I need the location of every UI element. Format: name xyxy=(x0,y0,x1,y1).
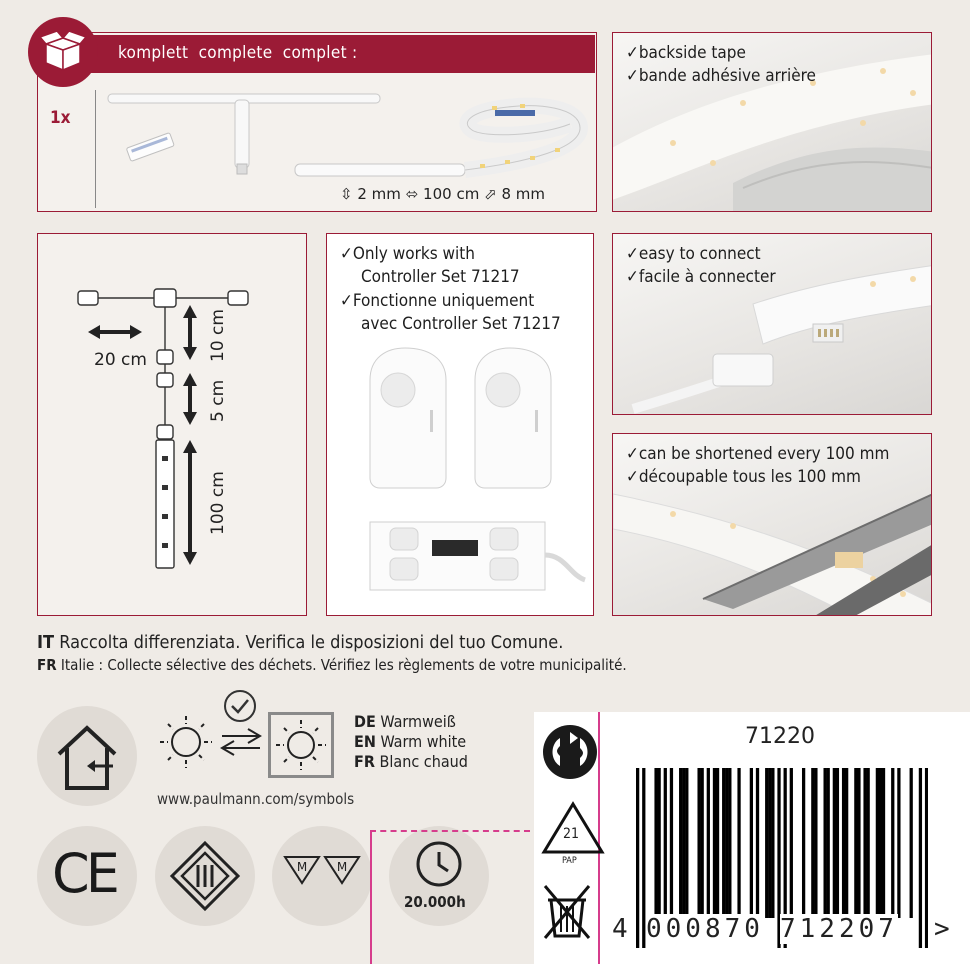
notice-it-code: IT xyxy=(37,632,55,653)
barcode-bar xyxy=(682,768,685,918)
barcode-bar xyxy=(814,768,817,918)
barcode-bar xyxy=(737,768,740,918)
barcode-bar xyxy=(891,768,894,918)
barcode-bar xyxy=(685,768,688,918)
fr-label: Blanc chaud xyxy=(379,752,468,771)
tape-feature-1: ✓backside tape xyxy=(626,43,746,63)
barcode-bar xyxy=(750,768,753,918)
barcode-bar xyxy=(842,768,845,918)
layout-diagram xyxy=(70,280,270,580)
barcode-bar xyxy=(863,768,866,918)
contents-header-title: komplett complete complet : xyxy=(118,43,358,63)
barcode-bar xyxy=(879,768,882,918)
barcode-bar xyxy=(756,768,759,918)
protection-class-iii-icon xyxy=(166,837,244,915)
barcode-bar xyxy=(768,768,771,918)
sun-boxed-icon xyxy=(271,715,331,775)
barcode-bar xyxy=(802,768,805,918)
barcode-bar xyxy=(790,768,793,918)
barcode-bar xyxy=(857,768,860,918)
crop-mark-top xyxy=(370,830,530,832)
barcode-bar xyxy=(882,768,885,918)
article-number: 71220 xyxy=(745,724,815,749)
barcode-bar xyxy=(722,768,725,918)
barcode-bar xyxy=(716,768,719,918)
crop-mark-left xyxy=(370,830,372,964)
de-label: Warmweiß xyxy=(380,712,456,731)
barcode-bar xyxy=(765,768,768,918)
controller-note-2: Controller Set 71217 xyxy=(361,267,520,287)
barcode-bar xyxy=(697,768,700,918)
height-value: 2 mm xyxy=(357,185,401,203)
svg-text:M: M xyxy=(336,860,348,874)
barcode-bar xyxy=(925,768,928,948)
barcode-bar xyxy=(642,768,645,948)
barcode-bar xyxy=(654,768,657,918)
connect-feature-2: ✓facile à connecter xyxy=(626,267,776,287)
barcode-bar xyxy=(845,768,848,918)
color-temp-labels xyxy=(354,712,468,772)
barcode-bar xyxy=(836,768,839,918)
controller-note-1: ✓Only works with xyxy=(340,244,475,264)
barcode-bar xyxy=(658,768,661,918)
symbols-url: www.paulmann.com/symbols xyxy=(157,790,355,808)
notice-it xyxy=(37,632,563,653)
en-label: Warm white xyxy=(380,732,467,751)
barcode-bar xyxy=(679,768,682,918)
svg-text:M: M xyxy=(296,860,308,874)
barcode-bar xyxy=(701,768,704,918)
barcode-bar xyxy=(910,768,913,918)
barcode-bar xyxy=(897,768,900,918)
quantity-label: 1x xyxy=(50,108,71,128)
waste-bin-icon xyxy=(543,882,591,940)
clock-icon xyxy=(413,838,465,890)
barcode-bar xyxy=(811,768,814,918)
check-circle-icon xyxy=(222,688,258,724)
dimensions-line xyxy=(340,185,545,203)
barcode-digit-prefix: 4 xyxy=(612,914,628,944)
notice-fr-code: FR xyxy=(37,656,57,674)
barcode-digits-right: 712207 xyxy=(780,914,898,944)
connect-feature-1: ✓easy to connect xyxy=(626,244,761,264)
barcode-bar xyxy=(713,768,716,918)
barcode-bar xyxy=(725,768,728,918)
barcode-bar xyxy=(670,768,673,918)
ce-mark: CE xyxy=(52,842,116,905)
width-20cm-label: 20 cm xyxy=(94,350,147,370)
barcode-bar xyxy=(707,768,710,918)
barcode-bar xyxy=(771,768,774,918)
barcode-bar xyxy=(833,768,836,918)
lifetime-label: 20.000h xyxy=(404,893,466,911)
controller-note-3: ✓Fonctionne uniquement xyxy=(340,291,535,311)
barcode-bar xyxy=(664,768,667,918)
package-icon xyxy=(38,28,88,74)
shorten-feature-1: ✓can be shortened every 100 mm xyxy=(626,444,890,464)
length-5cm-label: 5 cm xyxy=(208,379,228,422)
barcode-bar xyxy=(728,768,731,918)
length-100cm-label: 100 cm xyxy=(208,471,228,535)
barcode-bar xyxy=(827,768,830,918)
barcode-bar xyxy=(876,768,879,918)
shorten-feature-2: ✓découpable tous les 100 mm xyxy=(626,467,861,487)
length-10cm-label: 10 cm xyxy=(208,309,228,362)
barcode-digits-left: 000870 xyxy=(646,914,764,944)
width-value: 8 mm xyxy=(501,185,545,203)
width-icon: ⬀ xyxy=(484,185,497,203)
en-code: EN xyxy=(354,732,376,751)
barcode-suffix: > xyxy=(934,914,950,944)
height-icon: ⇳ xyxy=(340,185,353,203)
recycle-code: 21 xyxy=(563,826,580,842)
sun-icon xyxy=(156,712,216,772)
contents-illustration xyxy=(100,78,590,190)
notice-fr-text: Italie : Collecte sélective des déchets. Vérifiez les règlements de votre municipalité. xyxy=(56,656,627,674)
green-dot-icon xyxy=(540,722,600,782)
barcode-bar xyxy=(919,768,922,948)
indoor-use-icon xyxy=(47,716,127,796)
barcode-bar xyxy=(636,768,639,948)
notice-it-text: Raccolta differenziata. Verifica le disposizioni del tuo Comune. xyxy=(54,632,564,653)
barcode-bar xyxy=(854,768,857,918)
recycle-material: PAP xyxy=(562,856,577,866)
swap-arrows-icon xyxy=(218,727,264,757)
fr-code: FR xyxy=(354,752,375,771)
de-code: DE xyxy=(354,712,376,731)
barcode-bar xyxy=(823,768,826,918)
length-value: 100 cm xyxy=(423,185,480,203)
length-icon: ⬄ xyxy=(405,185,419,203)
barcode-bar xyxy=(867,768,870,918)
mm-mark-icon xyxy=(283,853,361,893)
notice-fr xyxy=(37,656,627,674)
quantity-divider xyxy=(95,90,96,208)
controller-note-4: avec Controller Set 71217 xyxy=(361,314,561,334)
tape-feature-2: ✓bande adhésive arrière xyxy=(626,66,816,86)
controller-image xyxy=(350,340,590,605)
